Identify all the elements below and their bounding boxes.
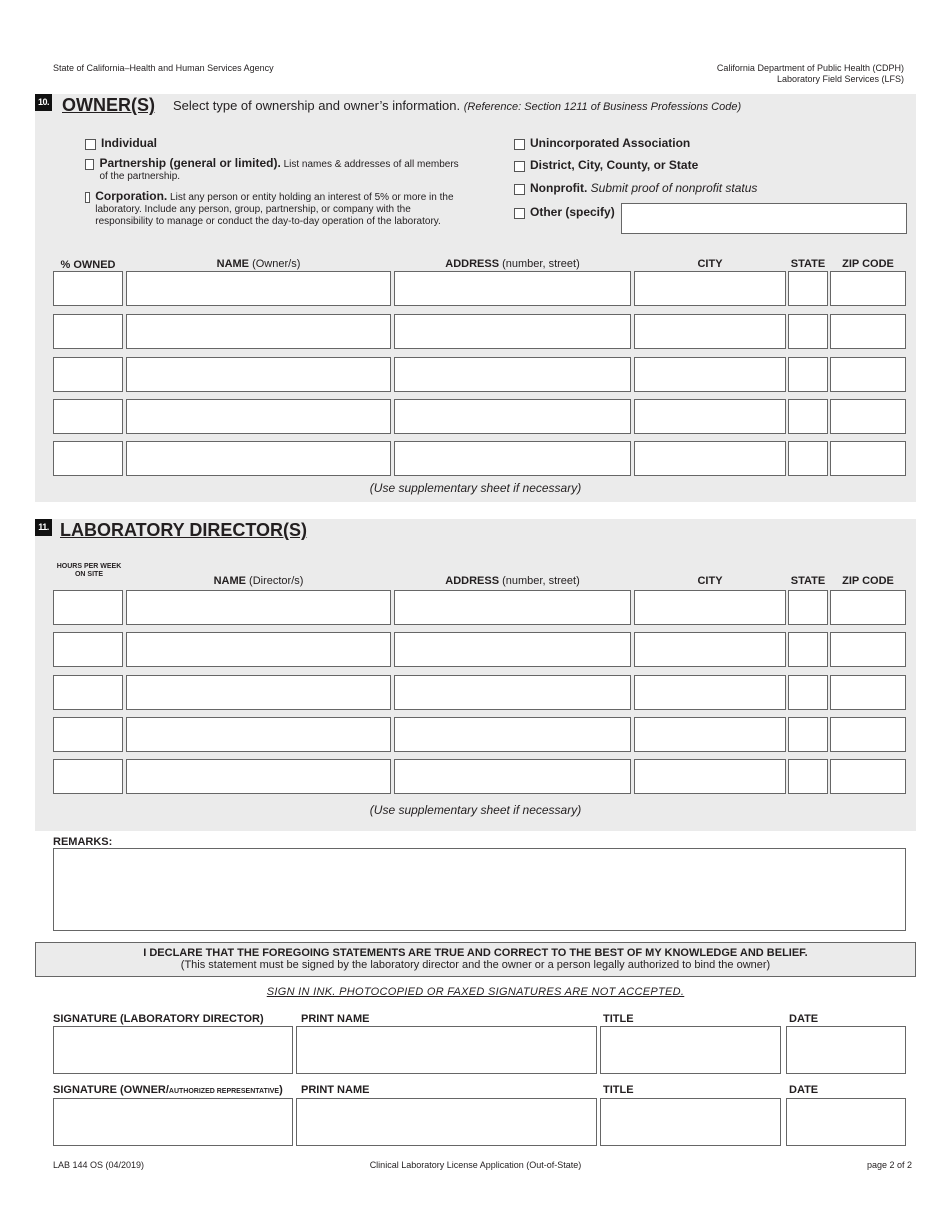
col-director-address-rest: (number, street) [502, 575, 580, 587]
director-row-4-state-input[interactable] [788, 717, 828, 752]
directors-section-number: 11. [35, 519, 52, 536]
option-partnership-label: Partnership (general or limited). [99, 156, 281, 170]
owner-row-4-zip-input[interactable] [830, 399, 906, 434]
date-label-2: DATE [789, 1084, 819, 1096]
division-name: Laboratory Field Services (LFS) [776, 74, 904, 84]
option-corporation-label: Corporation. [95, 189, 168, 203]
option-unincorporated-label: Unincorporated Association [530, 136, 691, 150]
col-hours-line1: HOURS PER WEEK [56, 563, 122, 570]
sig-director-label: SIGNATURE (LABORATORY DIRECTOR) [53, 1013, 264, 1025]
col-director-zip: ZIP CODE [842, 575, 894, 587]
remarks-label: REMARKS: [53, 836, 113, 848]
director-row-1-zip-input[interactable] [830, 590, 906, 625]
owner-row-1-name-input[interactable] [126, 271, 391, 306]
director-row-5-address-input[interactable] [394, 759, 631, 794]
owner-row-4-percent-owned-input[interactable] [53, 399, 123, 434]
col-director-name-rest: (Director/s) [249, 575, 304, 587]
owner-row-1-percent-owned-input[interactable] [53, 271, 123, 306]
checkbox-other[interactable] [514, 208, 525, 219]
checkbox-individual[interactable] [85, 139, 96, 150]
print-name-input-2[interactable] [296, 1098, 597, 1146]
col-director-address [394, 575, 631, 587]
col-director-name [126, 575, 391, 587]
print-name-label-2: PRINT NAME [301, 1084, 370, 1096]
sig-owner-input[interactable] [53, 1098, 293, 1146]
date-input-2[interactable] [786, 1098, 906, 1146]
option-partnership[interactable] [85, 157, 465, 183]
date-label-1: DATE [789, 1013, 819, 1025]
owner-row-3-zip-input[interactable] [830, 357, 906, 392]
owner-row-4-name-input[interactable] [126, 399, 391, 434]
col-hours-per-week [53, 563, 125, 579]
col-owner-zip: ZIP CODE [842, 258, 894, 270]
owner-row-1-address-input[interactable] [394, 271, 631, 306]
title-label-1: TITLE [603, 1013, 634, 1025]
owner-row-4-state-input[interactable] [788, 399, 828, 434]
owner-row-2-state-input[interactable] [788, 314, 828, 349]
owner-row-3-city-input[interactable] [634, 357, 786, 392]
director-row-4-name-input[interactable] [126, 717, 391, 752]
option-unincorporated[interactable] [514, 137, 757, 159]
owner-row-3-state-input[interactable] [788, 357, 828, 392]
sig-owner-label [53, 1084, 283, 1096]
option-individual-label: Individual [101, 136, 158, 150]
col-owner-address-rest: (number, street) [502, 258, 580, 270]
option-government-label: District, City, County, or State [530, 158, 699, 172]
option-corporation-desc: List any person or entity holding an interest of 5% or more in the laboratory. Include any person, group, partnership, or company with the responsibility to manage or conduct the day-to-day operation of the laboratory. [95, 192, 454, 227]
owners-title: OWNER(S) [62, 95, 155, 115]
director-row-3-city-input[interactable] [634, 675, 786, 710]
option-individual[interactable] [85, 137, 465, 151]
owner-row-1-zip-input[interactable] [830, 271, 906, 306]
owner-row-5-name-input[interactable] [126, 441, 391, 476]
directors-supplementary-note: (Use supplementary sheet if necessary) [369, 803, 582, 817]
option-corporation[interactable] [85, 190, 465, 228]
owners-supplementary-note: (Use supplementary sheet if necessary) [369, 481, 582, 495]
owner-row-2-name-input[interactable] [126, 314, 391, 349]
director-row-3-state-input[interactable] [788, 675, 828, 710]
checkbox-nonprofit[interactable] [514, 184, 525, 195]
sig-owner-label-main: SIGNATURE (OWNER/ [53, 1084, 169, 1096]
col-owner-name [126, 258, 391, 270]
owner-row-3-percent-owned-input[interactable] [53, 357, 123, 392]
other-specify-input[interactable] [621, 203, 907, 234]
title-input-2[interactable] [600, 1098, 781, 1146]
director-row-2-zip-input[interactable] [830, 632, 906, 667]
director-row-5-state-input[interactable] [788, 759, 828, 794]
director-row-1-address-input[interactable] [394, 590, 631, 625]
print-name-label-1: PRINT NAME [301, 1013, 370, 1025]
option-government[interactable] [514, 159, 757, 182]
title-label-2: TITLE [603, 1084, 634, 1096]
director-row-5-name-input[interactable] [126, 759, 391, 794]
checkbox-partnership[interactable] [85, 159, 94, 170]
declaration-box [35, 942, 916, 977]
col-owner-address-bold: ADDRESS [445, 258, 500, 270]
checkbox-unincorporated[interactable] [514, 139, 525, 150]
owner-row-5-zip-input[interactable] [830, 441, 906, 476]
print-name-input-1[interactable] [296, 1026, 597, 1074]
owners-section-number: 10. [35, 94, 52, 111]
director-row-4-hours-per-week-input[interactable] [53, 717, 123, 752]
col-hours-line2: ON SITE [74, 571, 103, 578]
date-input-1[interactable] [786, 1026, 906, 1074]
owner-row-3-address-input[interactable] [394, 357, 631, 392]
directors-title: LABORATORY DIRECTOR(S) [60, 520, 308, 540]
checkbox-corporation[interactable] [85, 192, 90, 203]
col-owner-address [394, 258, 631, 270]
owner-row-4-city-input[interactable] [634, 399, 786, 434]
owner-row-3-name-input[interactable] [126, 357, 391, 392]
director-row-5-city-input[interactable] [634, 759, 786, 794]
col-owner-city: CITY [697, 258, 723, 270]
owners-instruction [173, 98, 741, 113]
director-row-5-zip-input[interactable] [830, 759, 906, 794]
owner-row-2-percent-owned-input[interactable] [53, 314, 123, 349]
col-director-name-bold: NAME [213, 575, 246, 587]
director-row-4-address-input[interactable] [394, 717, 631, 752]
director-row-1-hours-per-week-input[interactable] [53, 590, 123, 625]
col-owner-state: STATE [790, 258, 826, 270]
col-owner-name-bold: NAME [216, 258, 250, 270]
owners-reference: (Reference: Section 1211 of Business Professions Code) [463, 101, 742, 113]
option-nonprofit-desc: Submit proof of nonprofit status [590, 181, 758, 195]
declaration-note: (This statement must be signed by the laboratory director and the owner or a person legally authorized to bind the owner) [180, 959, 771, 971]
owner-row-5-state-input[interactable] [788, 441, 828, 476]
col-director-city: CITY [697, 575, 723, 587]
option-nonprofit-label: Nonprofit. [530, 181, 588, 195]
director-row-1-name-input[interactable] [126, 590, 391, 625]
owner-row-1-city-input[interactable] [634, 271, 786, 306]
department-name: California Department of Public Health (CDPH) [716, 63, 904, 73]
col-owner-name-rest: (Owner/s) [252, 258, 301, 270]
director-row-3-hours-per-week-input[interactable] [53, 675, 123, 710]
option-partnership-desc: List names & addresses of all members of the partnership. [99, 159, 459, 182]
page-number: page 2 of 2 [866, 1160, 912, 1170]
director-row-3-address-input[interactable] [394, 675, 631, 710]
director-row-4-zip-input[interactable] [830, 717, 906, 752]
director-row-1-state-input[interactable] [788, 590, 828, 625]
agency-header: State of California–Health and Human Services Agency [53, 63, 274, 73]
owner-row-2-address-input[interactable] [394, 314, 631, 349]
sig-director-input[interactable] [53, 1026, 293, 1074]
owner-row-5-city-input[interactable] [634, 441, 786, 476]
checkbox-government[interactable] [514, 161, 525, 172]
col-percent-owned: % OWNED [60, 259, 116, 271]
director-row-1-city-input[interactable] [634, 590, 786, 625]
director-row-2-hours-per-week-input[interactable] [53, 632, 123, 667]
director-row-3-zip-input[interactable] [830, 675, 906, 710]
director-row-5-hours-per-week-input[interactable] [53, 759, 123, 794]
col-director-address-bold: ADDRESS [445, 575, 500, 587]
owner-row-4-address-input[interactable] [394, 399, 631, 434]
declaration-statement: I DECLARE THAT THE FOREGOING STATEMENTS ARE TRUE AND CORRECT TO THE BEST OF MY KNOWLEDGE AND BELIEF. [143, 947, 808, 959]
director-row-2-state-input[interactable] [788, 632, 828, 667]
sig-owner-label-end: ) [279, 1084, 283, 1096]
form-number: LAB 144 OS (04/2019) [53, 1160, 145, 1170]
sig-owner-label-small: AUTHORIZED REPRESENTATIVE [168, 1088, 280, 1095]
sign-in-ink-notice: SIGN IN INK. PHOTOCOPIED OR FAXED SIGNATURES ARE NOT ACCEPTED. [266, 986, 685, 998]
director-row-4-city-input[interactable] [634, 717, 786, 752]
remarks-input[interactable] [53, 848, 906, 931]
director-row-3-name-input[interactable] [126, 675, 391, 710]
form-title: Clinical Laboratory License Application (Out-of-State) [369, 1160, 582, 1170]
director-row-2-name-input[interactable] [126, 632, 391, 667]
director-row-2-city-input[interactable] [634, 632, 786, 667]
ownership-options-left [85, 137, 465, 228]
owner-row-5-address-input[interactable] [394, 441, 631, 476]
owners-instruction-text: Select type of ownership and owner’s information. [173, 98, 461, 113]
owner-row-5-percent-owned-input[interactable] [53, 441, 123, 476]
owner-row-2-city-input[interactable] [634, 314, 786, 349]
col-director-state: STATE [790, 575, 826, 587]
department-header [717, 63, 904, 85]
director-row-2-address-input[interactable] [394, 632, 631, 667]
option-other-label: Other (specify) [530, 205, 615, 219]
owner-row-1-state-input[interactable] [788, 271, 828, 306]
title-input-1[interactable] [600, 1026, 781, 1074]
owner-row-2-zip-input[interactable] [830, 314, 906, 349]
